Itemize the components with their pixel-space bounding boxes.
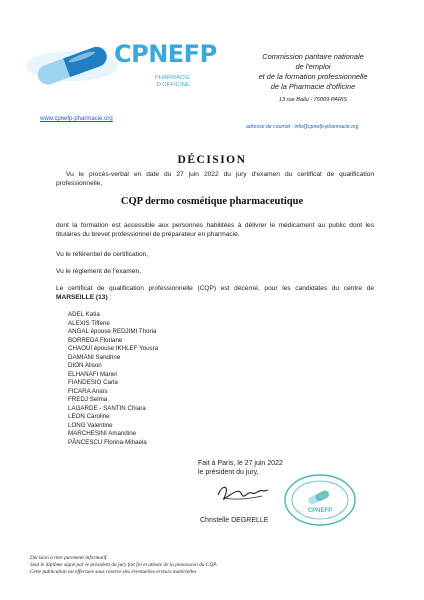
granted-center: MARSEILLE (13) [56,293,108,301]
footer-notes [30,555,217,575]
note-line: Décision à titre purement informatif. [30,555,108,561]
commission-line: Commission paritaire nationale [262,52,364,61]
cqp-title: CQP dermo cosmétique pharmaceutique [120,196,304,207]
list-item: LEON Caroline [68,413,110,420]
list-item: DION Alison [68,362,102,369]
official-stamp [282,472,358,528]
list-item: LAGARDE - SANTIN Chiara [68,404,146,412]
list-item: PÂNCESCU Florina-Mihaela [68,438,147,446]
commission-line: de la Pharmacie d'officine [270,82,356,91]
commission-line: et de la formation professionnelle [258,72,368,81]
granted-suffix: : [107,293,112,301]
list-item: BORREDA Floriane [68,336,123,344]
accessibility-paragraph: dont la formation est accessible aux personnes habilitées à délivrer le médicament au public dont les titulaires du brevet professionnel de préparateur en pharmacie, [56,222,374,238]
handwritten-signature [214,481,272,505]
website-link[interactable]: www.cpnefp-pharmacie.org [40,116,113,122]
intro-paragraph: Vu le procès-verbal en date du 27 juin 2022 du jury d'examen du certificat de qualification professionnelle, [56,171,374,187]
stamp-pill-icon [307,489,330,506]
signing-place-date: Fait à Paris, le 27 juin 2022 [198,460,283,467]
list-item: ALEXIS Tiffene [68,319,110,327]
note-line: Seul le diplôme signé par le président du jury fait foi et atteste de la possession du CQP. [30,561,218,568]
signing-block [198,459,283,477]
granted-paragraph [56,285,374,302]
list-item: DAMIANI Sandrine [68,353,121,361]
list-item: CHAOUI épouse IKHLEF Yousra [68,345,159,352]
reglement-paragraph: Vu le règlement de l'examen, [56,268,141,275]
email-address[interactable]: adresse de courriel : info@cpnefp-pharmacie.org [246,124,359,130]
stamp-label: CPNEFP [307,508,333,514]
commission-header [226,52,400,105]
granted-prefix: Le certificat de qualification professionnelle (CQP) est décerné, pour les candidates du centre de [56,285,374,292]
list-item: ADEL Katia [68,311,100,318]
logo-subtitle: PHARMACIE D'OFFICINE [154,75,190,88]
signing-role: le président du jury, [198,469,259,476]
referentiel-paragraph: Vu le référentiel de certification, [56,251,149,258]
list-item: FICARA Anaïs [68,387,108,395]
candidate-list [68,311,158,447]
document-title: DÉCISION [177,154,247,166]
list-item: FIANDESIO Carla [68,379,118,386]
list-item: FREDJ Selma [68,396,108,403]
list-item: LONG Valentine [68,421,113,429]
postal-address: 13 rue Ballu - 75009 PARIS [278,97,348,103]
commission-line: de l'emploi [295,62,331,71]
pill-capsule-icon [26,44,118,87]
note-line: Cette publication est effectuée sous réserve des éventuelles erreurs matérielles [30,568,197,575]
list-item: ANGAL épouse REDJIMI Thoria [68,328,157,335]
signer-name: Christelle DEGRELLE [200,517,269,524]
list-item: MARCHESINI Amandine [68,430,137,437]
logo-wordmark: CPNEFP [114,40,217,68]
list-item: ELHANAFI Manel [68,370,117,378]
